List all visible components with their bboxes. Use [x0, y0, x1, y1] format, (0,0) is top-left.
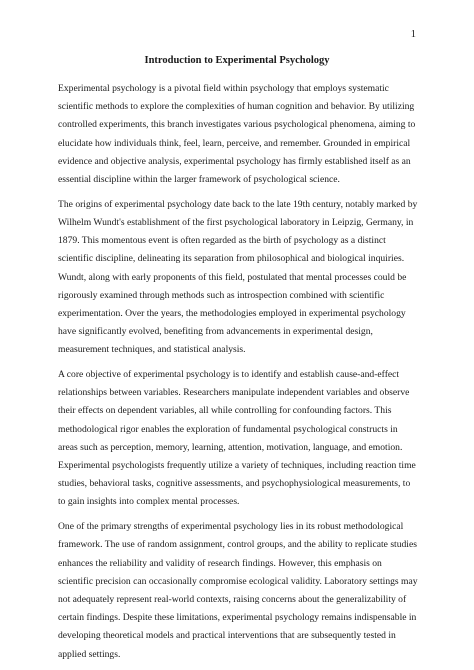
paragraph — [58, 196, 418, 360]
text-line: controlled experiments, this branch investigates various psychological phenomena, aiming to — [58, 119, 416, 131]
text-line: A core objective of experimental psychology is to identify and establish cause-and-effect — [58, 369, 400, 381]
paragraph — [58, 518, 418, 664]
text-line: elucidate how individuals think, feel, learn, perceive, and remember. Grounded in empirical — [58, 137, 411, 149]
text-line: their effects on dependent variables, all while controlling for confounding factors. This — [58, 405, 392, 417]
text-line: scientific discipline, delineating its separation from philosophical and biological inquiries. — [58, 253, 405, 265]
text-line: scientific precision can occasionally compromise ecological validity. Laboratory settings may — [58, 575, 418, 587]
text-line: One of the primary strengths of experimental psychology lies in its robust methodological — [58, 521, 404, 533]
text-line: evidence and objective analysis, experimental psychology has firmly established itself as an — [58, 155, 411, 167]
paragraph — [58, 80, 418, 189]
text-line: to gain insights into complex mental processes. — [58, 496, 240, 508]
text-line: experimentation. Over the years, the methodologies employed in experimental psychology — [58, 307, 406, 319]
document-title: Introduction to Experimental Psychology — [144, 55, 330, 66]
text-line: have significantly evolved, benefiting from advancements in experimental design, — [58, 326, 373, 338]
text-line: relationships between variables. Researchers manipulate independent variables and observe — [58, 387, 410, 399]
text-line: studies, behavioral tasks, cognitive assessments, and psychophysiological measurements, to — [58, 478, 411, 490]
page-number: 1 — [410, 29, 416, 40]
document-body — [58, 80, 418, 670]
text-line: The origins of experimental psychology date back to the late 19th century, notably marked by — [58, 198, 418, 210]
text-line: Experimental psychology is a pivotal field within psychology that employs systematic — [58, 83, 389, 94]
text-line: certain findings. Despite these limitations, experimental psychology remains indispensable in — [58, 612, 417, 624]
text-line: not adequately represent real-world contexts, raising concerns about the generalizability of — [58, 593, 407, 605]
text-line: developing theoretical models and practical interventions that are subsequently tested in — [58, 630, 396, 642]
text-line: Experimental psychologists frequently utilize a variety of techniques, including reaction time — [58, 460, 416, 472]
text-line: essential discipline within the larger framework of psychological science. — [58, 174, 340, 186]
text-line: 1879. This momentous event is often regarded as the birth of psychology as a distinct — [58, 235, 386, 247]
text-line: methodological rigor enables the exploration of fundamental psychological constructs in — [58, 423, 398, 435]
paragraph — [58, 366, 418, 512]
text-line: measurement techniques, and statistical analysis. — [58, 344, 246, 356]
text-line: applied settings. — [58, 648, 121, 660]
text-line: areas such as perception, memory, learning, attention, motivation, language, and emotion. — [58, 441, 403, 453]
text-line: enhances the reliability and validity of research findings. However, this emphasis on — [58, 557, 382, 569]
text-line: Wilhelm Wundt's establishment of the first psychological laboratory in Leipzig, Germany, in — [58, 216, 414, 228]
text-line: Wundt, along with early proponents of this field, postulated that mental processes could be — [58, 271, 407, 283]
text-line: scientific methods to explore the complexities of human cognition and behavior. By utilizing — [58, 101, 415, 113]
text-line: framework. The use of random assignment, control groups, and the ability to replicate studies — [58, 539, 417, 551]
text-line: rigorously examined through methods such as introspection combined with scientific — [58, 289, 385, 301]
